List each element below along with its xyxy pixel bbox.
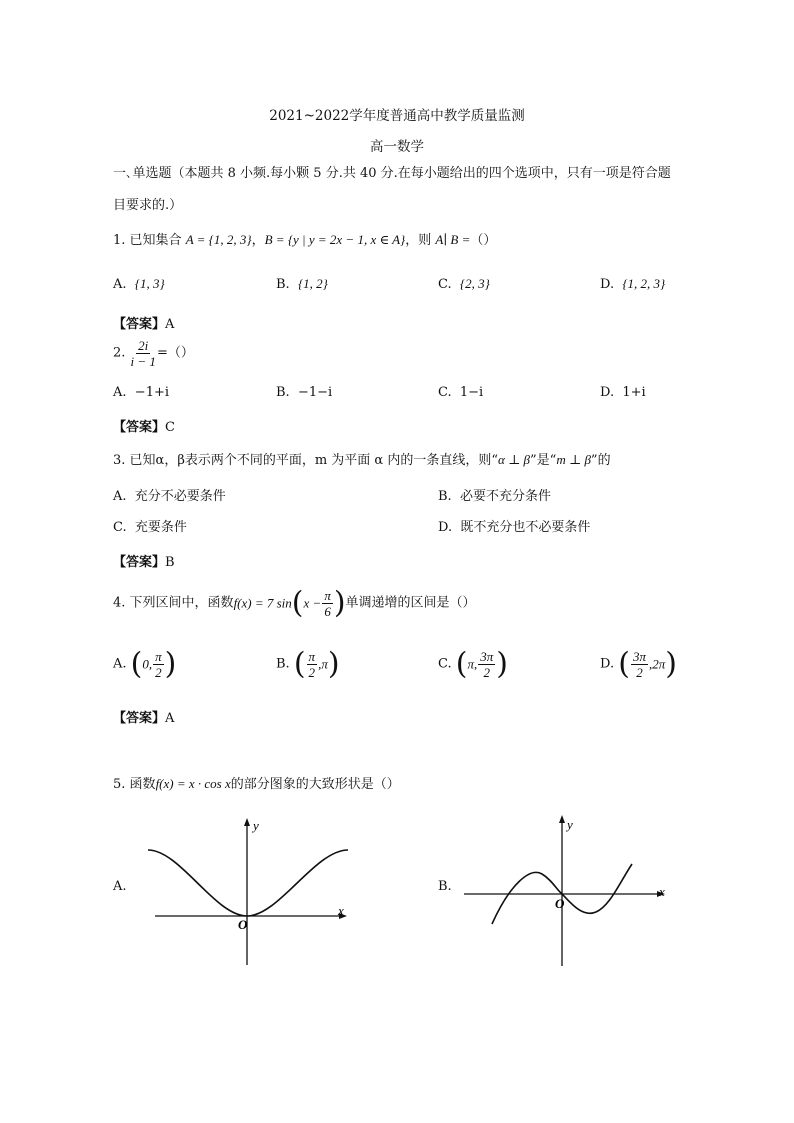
graph-b: [460, 812, 675, 970]
graph-a-label: A.: [113, 879, 127, 894]
q3-option-c: C. 充要条件: [113, 520, 187, 535]
q4-option-b: B. ( $\frac{\pi}{2}$ ,π): [276, 646, 340, 682]
q2-tail: =（）: [156, 345, 194, 361]
q4-option-a: A. (0, $\frac{\pi}{2}$ ): [113, 646, 177, 682]
graph-a-curve: [148, 850, 348, 916]
q2-option-c: C. 1−i: [438, 385, 484, 400]
q3-option-a: A. 充分不必要条件: [113, 489, 226, 504]
graph-a-y-label: y: [253, 818, 259, 833]
separator: ，: [251, 233, 265, 248]
graph-b-y-arrow: [559, 815, 565, 823]
question-5-stem: 5. 函数f(x) = x · cos x的部分图象的大致形状是（）: [113, 776, 400, 792]
set-a-expression: A = {1, 2, 3}: [185, 232, 252, 247]
answer-paren: （）: [470, 233, 497, 248]
q2-fraction: $\frac{2i}{i - 1}$: [130, 338, 156, 369]
question-number: 3.: [113, 453, 126, 468]
question-text: 已知集合: [129, 233, 182, 248]
q3-option-d: D. 既不充分也不必要条件: [438, 520, 591, 535]
q2-answer: 【答案】C: [113, 420, 175, 435]
question-text: ，则: [405, 233, 432, 248]
graph-b-origin-label: O: [555, 896, 565, 911]
page-subtitle: 高一数学: [370, 139, 424, 155]
q1-option-d: D. {1, 2, 3}: [600, 276, 666, 292]
graph-b-x-label: x: [659, 884, 665, 899]
q4-option-d: D. ( $\frac{3\pi}{2}$ ,2π): [600, 646, 677, 682]
question-2-stem: [113, 338, 194, 369]
question-number: 1.: [113, 233, 126, 248]
intersection-expression: A∣ B =: [435, 232, 471, 247]
q2-option-a: A. −1+i: [113, 385, 170, 400]
q4-option-c: C. (π, $\frac{3\pi}{2}$ ): [438, 646, 508, 682]
question-number: 2.: [113, 345, 126, 361]
question-4-stem: 4. 下列区间中，函数f(x) = 7 sin(x − $\frac{\pi}{6}$ )单调递增的区间是（）: [113, 585, 476, 621]
q1-option-b: B. {1, 2}: [276, 276, 328, 292]
q1-option-c: C. {2, 3}: [438, 276, 490, 292]
q2-option-b: B. −1−i: [276, 385, 333, 400]
condition-1: α ⊥ β: [498, 452, 531, 467]
graph-a: [140, 815, 355, 970]
question-1-stem: [113, 232, 496, 249]
question-number: 5.: [113, 777, 126, 792]
graph-b-y-label: y: [567, 817, 573, 832]
q3-option-b: B. 必要不充分条件: [438, 489, 551, 504]
graph-b-label: B.: [438, 879, 452, 894]
graph-a-origin-label: O: [238, 917, 248, 932]
set-b-expression: B = {y | y = 2x − 1, x ∈ A}: [264, 232, 406, 247]
section-intro-line1: 一､单选题（本题共 8 小频.每小颗 5 分.共 40 分.在每小题给出的四个选项中，只有一项是符合题: [113, 166, 671, 181]
q2-option-d: D. 1+i: [600, 385, 646, 400]
graph-a-x-label: x: [338, 903, 344, 918]
q1-option-a: A. {1, 3}: [113, 276, 165, 292]
condition-2: m ⊥ β: [556, 452, 591, 467]
page-title: 2021~2022学年度普通高中教学质量监测: [269, 108, 525, 124]
section-intro-line2: 目要求的.）: [113, 198, 183, 213]
function-expression: f(x) = x · cos x: [155, 776, 231, 791]
function-lhs: f(x) = 7 sin: [233, 595, 292, 611]
question-3-stem: 3. 已知α，β表示两个不同的平面，m 为平面 α 内的一条直线，则“α ⊥ β”是“m ⊥ β”的: [113, 452, 611, 468]
question-number: 4.: [113, 595, 126, 611]
q4-answer: 【答案】A: [113, 711, 175, 726]
q3-answer: 【答案】B: [113, 555, 175, 570]
graph-a-y-arrow: [244, 818, 250, 826]
q1-answer: 【答案】A: [113, 317, 175, 332]
